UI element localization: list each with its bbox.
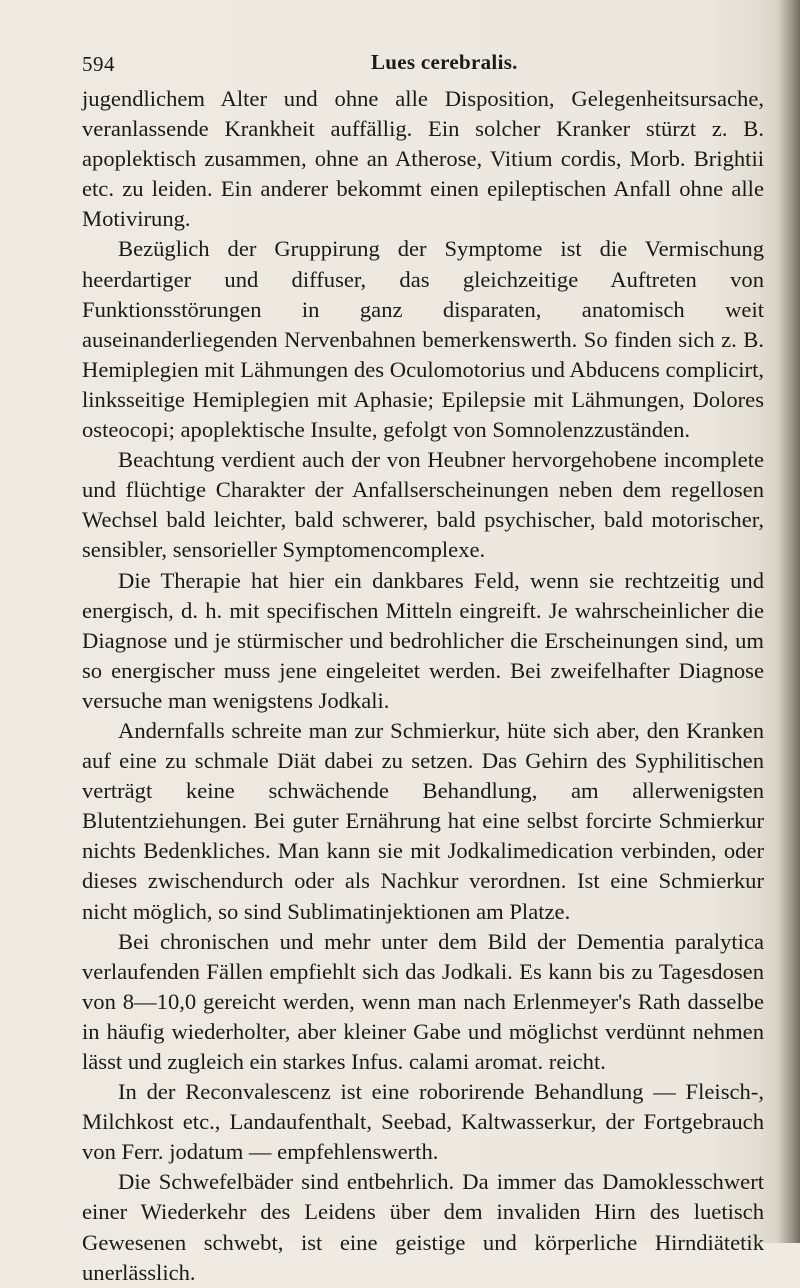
page-edge-shadow (778, 0, 800, 1243)
paragraph: jugendlichem Alter und ohne alle Disposition, Gelegenheitsursache, veranlassende Krankheit auffällig. Ein solcher Kranker stürzt z. B. apoplektisch zusammen, ohne an Atherose, Vitium cordis, Morb. Brightii etc. zu leiden. Ein anderer bekommt einen epileptischen Anfall ohne alle Motivirung. (82, 86, 764, 232)
paragraph: Bei chronischen und mehr unter dem Bild der Dementia paralytica verlaufenden Fällen empfiehlt sich das Jodkali. Es kann bis zu Tagesdosen von 8—10,0 gereicht werden, wenn man nach Erlenmeyer's Rath dasselbe in häufig wiederholter, aber kleiner Gabe und möglichst verdünnt nehmen lässt und zugleich ein starkes Infus. calami aromat. reicht. (82, 928, 764, 1074)
paragraph: Andernfalls schreite man zur Schmierkur, hüte sich aber, den Kranken auf eine zu schmale Diät dabei zu setzen. Das Gehirn des Syphilitischen verträgt keine schwächende Behandlung, am allerwenigsten Blutentziehungen. Bei guter Ernährung hat eine selbst forcirte Schmierkur nichts Bedenkliches. Man kann sie mit Jodkalimedication verbinden, oder dieses zwischendurch oder als Nachkur verordnen. Ist eine Schmierkur nicht möglich, so sind Sublimatinjektionen am Platze. (82, 717, 764, 924)
body-text (82, 84, 764, 1288)
paragraph: Beachtung verdient auch der von Heubner hervorgehobene incomplete und flüchtige Charakter der Anfallserscheinungen neben dem regellosen Wechsel bald leichter, bald schwerer, bald psychischer, bald motorischer, sensibler, sensorieller Symptomencomplexe. (82, 447, 764, 563)
paragraph: Die Therapie hat hier ein dankbares Feld, wenn sie rechtzeitig und energisch, d. h. mit specifischen Mitteln eingreift. Je wahrscheinlicher die Diagnose und je stürmischer und bedrohlicher die Erscheinungen sind, um so energischer muss jene eingeleitet werden. Bei zweifelhafter Diagnose versuche man wenigstens Jodkali. (82, 567, 764, 713)
running-title: Lues cerebralis. (371, 50, 518, 74)
page-number: 594 (82, 52, 115, 76)
paragraph: Die Schwefelbäder sind entbehrlich. Da immer das Damoklesschwert einer Wiederkehr des Leidens über dem invaliden Hirn des luetisch Gewesenen schwebt, ist eine geistige und körperliche Hirndiätetik unerlässlich. (82, 1169, 764, 1285)
paragraph: In der Reconvalescenz ist eine roborirende Behandlung — Fleisch-, Milchkost etc., Landaufenthalt, Seebad, Kaltwasserkur, der Fortgebrauch von Ferr. jodatum — empfehlenswerth. (82, 1079, 764, 1165)
paragraph: Bezüglich der Gruppirung der Symptome ist die Vermischung heerdartiger und diffuser, das gleichzeitige Auftreten von Funktionsstörungen in ganz disparaten, anatomisch weit auseinanderliegenden Nervenbahnen bemerkenswerth. So finden sich z. B. Hemiplegien mit Lähmungen des Oculomotorius und Abducens complicirt, linksseitige Hemiplegien mit Aphasie; Epilepsie mit Lähmungen, Dolores osteocopi; apoplektische Insulte, gefolgt von Somnolenzzuständen. (82, 236, 764, 443)
page-header (82, 46, 762, 76)
